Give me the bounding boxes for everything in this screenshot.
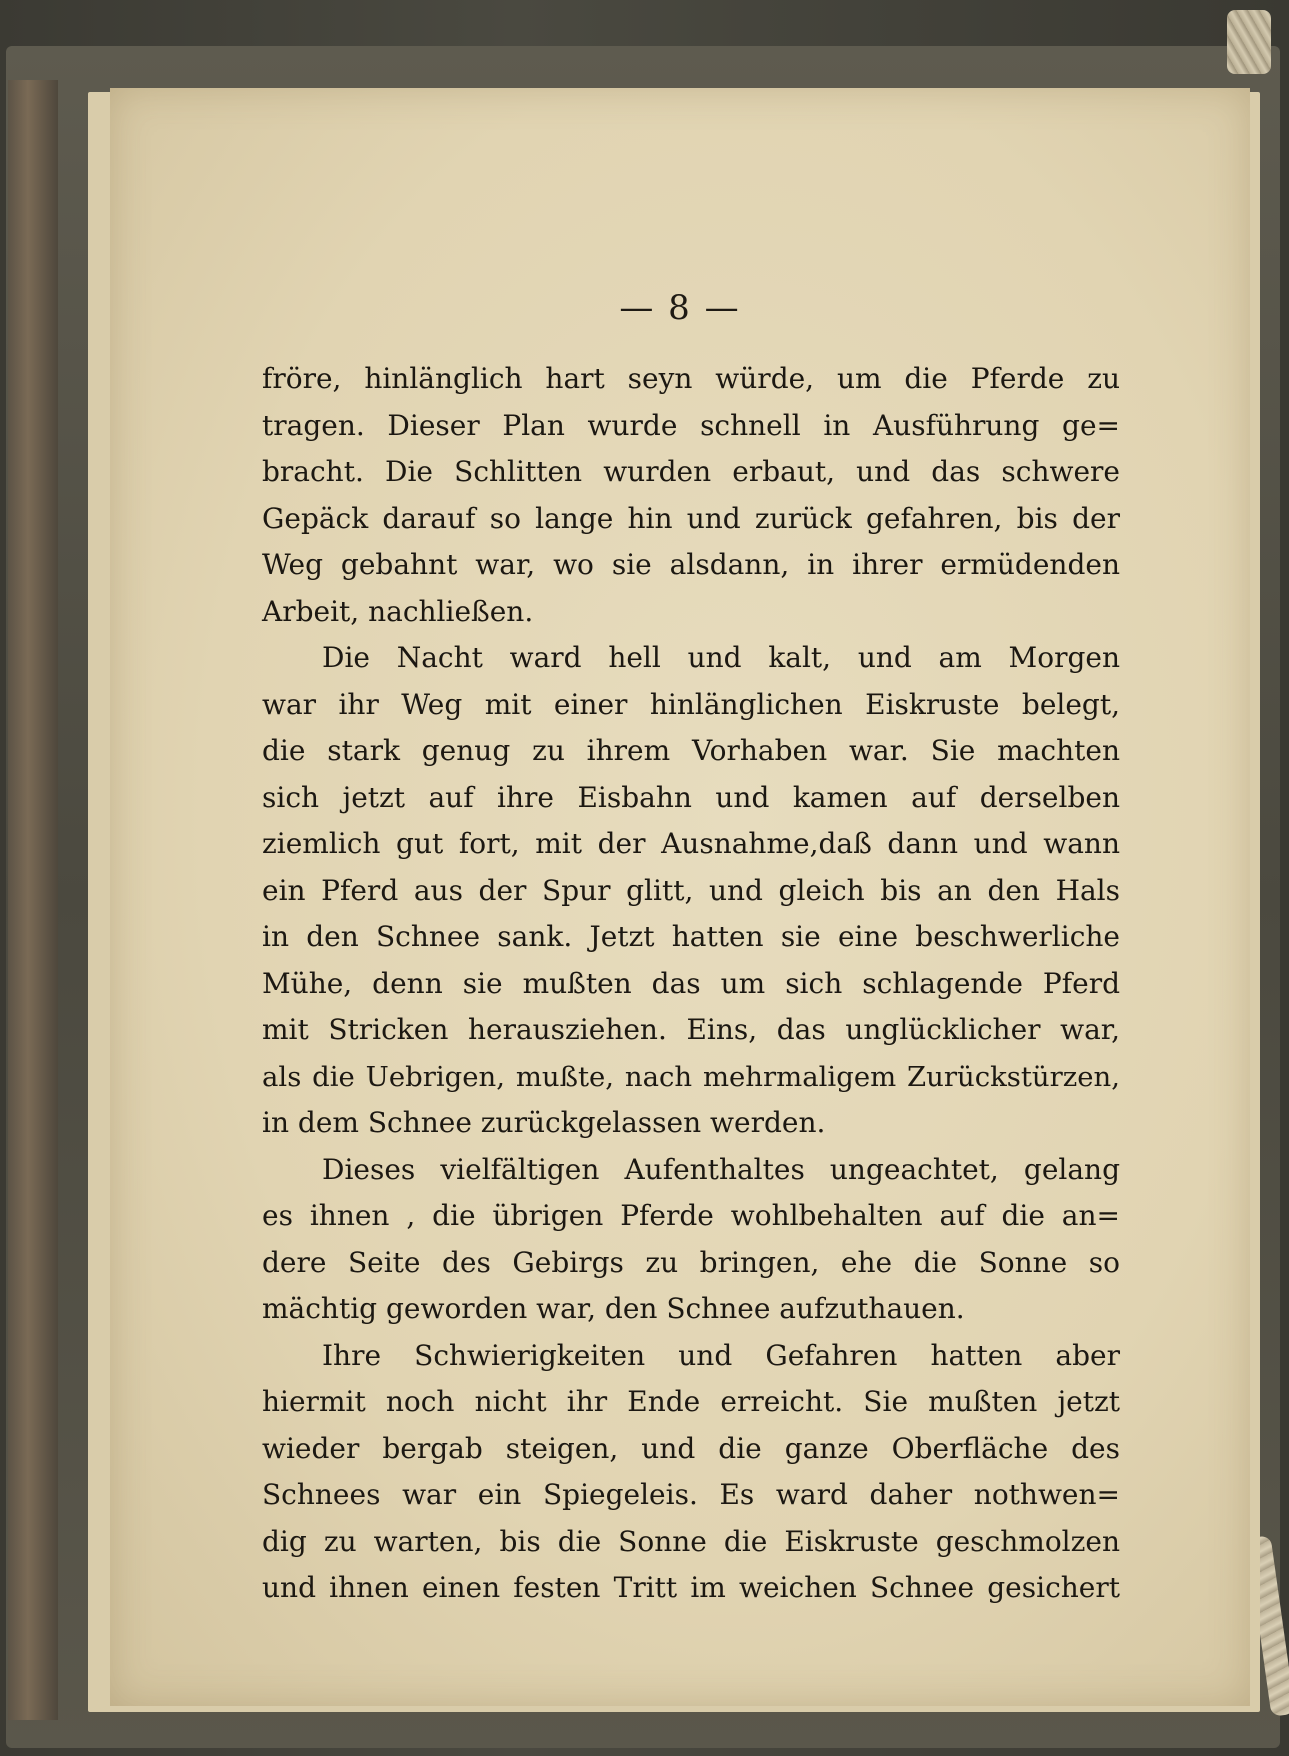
- text-line: tragen. Dieser Plan wurde schnell in Ausführung ge=: [262, 408, 1120, 442]
- text-line: Weg gebahnt war, wo sie alsdann, in ihrer ermüdenden: [262, 548, 1120, 581]
- text-line: in dem Schnee zurückgelassen werden.: [262, 1106, 826, 1139]
- text-line: wieder bergab steigen, und die ganze Oberfläche des: [262, 1431, 1120, 1465]
- book-spine-edge: [8, 80, 58, 1720]
- page-number: — 8 —: [619, 288, 741, 328]
- text-line: fröre, hinlänglich hart seyn würde, um die Pferde zu: [262, 362, 1120, 395]
- text-line: mächtig geworden war, den Schnee aufzuthauen.: [262, 1292, 965, 1325]
- text-line: Gepäck darauf so lange hin und zurück gefahren, bis der: [262, 501, 1120, 535]
- binding-string-top: [1227, 10, 1271, 74]
- text-line: Die Nacht ward hell und kalt, und am Morgen: [322, 641, 1120, 674]
- text-line: hiermit noch nicht ihr Ende erreicht. Sie mußten jetzt: [262, 1385, 1120, 1418]
- text-line: Schnees war ein Spiegeleis. Es ward daher nothwen=: [262, 1478, 1120, 1511]
- text-line: war ihr Weg mit einer hinlänglichen Eiskruste belegt,: [262, 687, 1120, 721]
- text-line: Dieses vielfältigen Aufenthaltes ungeachtet, gelang: [322, 1152, 1120, 1186]
- text-line: bracht. Die Schlitten wurden erbaut, und das schwere: [262, 455, 1120, 488]
- text-line: die stark genug zu ihrem Vorhaben war. Sie machten: [262, 734, 1120, 767]
- text-line: dere Seite des Gebirgs zu bringen, ehe die Sonne so: [262, 1245, 1120, 1279]
- text-line: dig zu warten, bis die Sonne die Eiskruste geschmolzen: [262, 1524, 1120, 1558]
- text-line: ziemlich gut fort, mit der Ausnahme,daß dann und wann: [262, 827, 1120, 860]
- text-line: ein Pferd aus der Spur glitt, und gleich bis an den Hals: [262, 873, 1120, 907]
- text-line: Arbeit, nachließen.: [262, 594, 534, 628]
- text-line: und ihnen einen festen Tritt im weichen Schnee gesichert: [262, 1571, 1120, 1604]
- book-page: [110, 88, 1250, 1706]
- text-line: in den Schnee sank. Jetzt hatten sie eine beschwerliche: [262, 920, 1120, 953]
- body-text: [262, 356, 1120, 1612]
- text-line: Ihre Schwierigkeiten und Gefahren hatten aber: [322, 1338, 1120, 1372]
- text-line: sich jetzt auf ihre Eisbahn und kamen auf derselben: [262, 780, 1120, 814]
- text-line: mit Stricken herausziehen. Eins, das unglücklicher war,: [262, 1013, 1120, 1046]
- text-line: Mühe, denn sie mußten das um sich schlagende Pferd: [262, 966, 1120, 1000]
- text-line: es ihnen , die übrigen Pferde wohlbehalten auf die an=: [262, 1199, 1120, 1232]
- text-line: als die Uebrigen, mußte, nach mehrmaligem Zurückstürzen,: [262, 1060, 1120, 1093]
